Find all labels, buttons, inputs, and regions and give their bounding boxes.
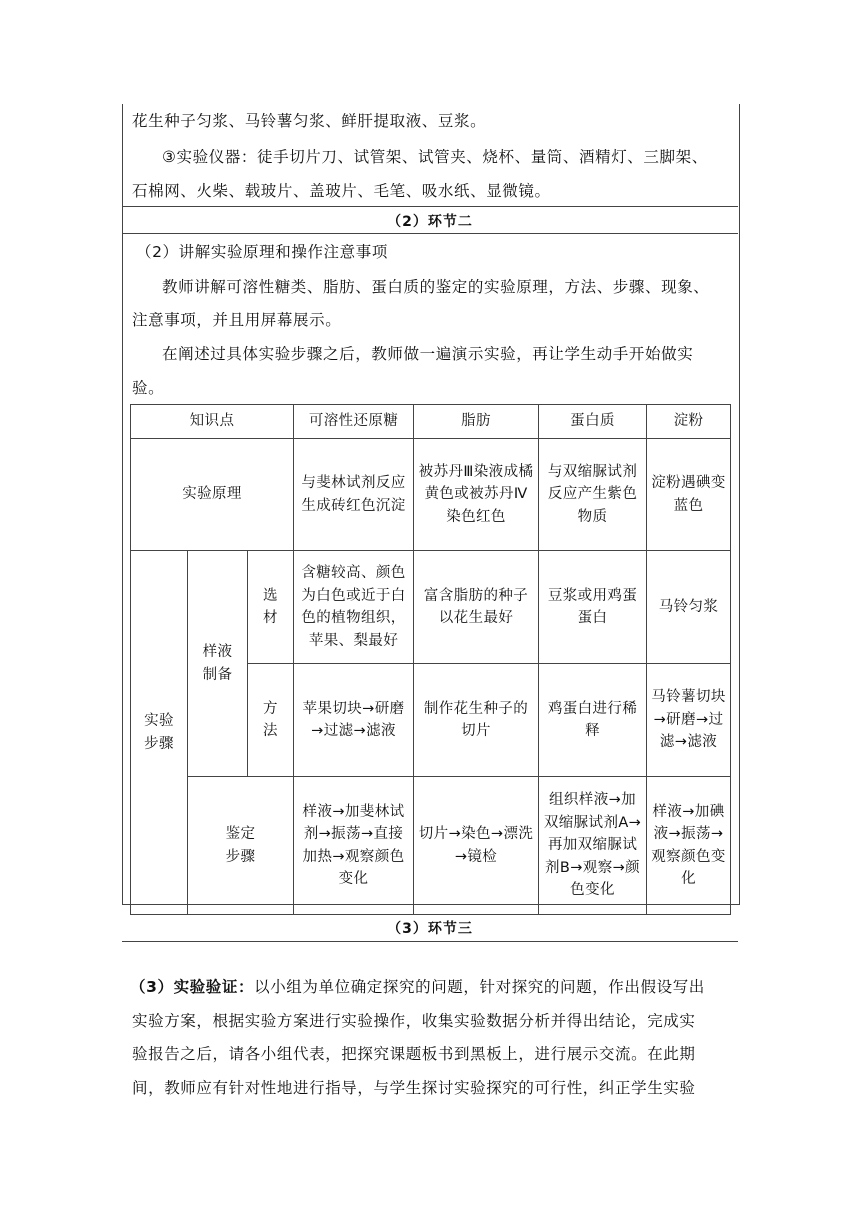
section3-header: （3）环节三 [387,921,473,937]
section3-line4: 间，教师应有针对性地进行指导，与学生探讨实验探究的可行性，纠正学生实验 [132,1079,696,1097]
header-starch: 淀粉 [647,405,731,439]
principle-protein: 与双缩脲试剂反应产生紫色物质 [539,439,647,551]
principle-label: 实验原理 [131,439,294,551]
header-protein: 蛋白质 [539,405,647,439]
selection-starch: 马铃匀浆 [647,551,731,664]
table-row-principle [131,439,731,551]
selection-fat: 富含脂肪的种子以花生最好 [414,551,539,664]
identify-starch: 样液→加碘液→振荡→观察颜色变化 [647,777,731,915]
table-header-row [131,405,731,439]
identify-label: 鉴定步骤 [188,777,294,915]
sample-prep-label: 样液制备 [188,551,248,777]
instruments-line-2: 石棉网、火柴、载玻片、盖玻片、毛笔、吸水纸、显微镜。 [132,182,551,200]
section2-p1-line2: 注意事项，并且用屏幕展示。 [132,311,342,329]
steps-label: 实验步骤 [131,551,188,915]
selection-sugar: 含糖较高、颜色为白色或近于白色的植物组织，苹果、梨最好 [294,551,414,664]
experiment-verify-label: （3）实验验证： [130,978,255,996]
table-row-identify [131,777,731,915]
section2-header: （2）环节二 [387,214,473,230]
method-fat: 制作花生种子的切片 [414,664,539,777]
section3-header-row [122,914,738,942]
section2-subtitle: （2）讲解实验原理和操作注意事项 [136,243,388,261]
principle-starch: 淀粉遇碘变蓝色 [647,439,731,551]
knowledge-table [130,404,731,915]
method-protein: 鸡蛋白进行稀释 [539,664,647,777]
method-starch: 马铃薯切块→研磨→过滤→滤液 [647,664,731,777]
section2-p1-line1: 教师讲解可溶性糖类、脂肪、蛋白质的鉴定的实验原理，方法、步骤、现象、 [162,278,710,296]
method-label: 方法 [248,664,294,777]
header-reducing-sugar: 可溶性还原糖 [294,405,414,439]
section3-line1 [130,976,705,998]
header-knowledge-point: 知识点 [131,405,294,439]
section3-line1-text: 以小组为单位确定探究的问题，针对探究的问题，作出假设写出 [254,978,705,996]
section3-line2: 实验方案，根据实验方案进行实验操作，收集实验数据分析并得出结论，完成实 [132,1012,696,1030]
header-fat: 脂肪 [414,405,539,439]
selection-label: 选材 [248,551,294,664]
selection-protein: 豆浆或用鸡蛋蛋白 [539,551,647,664]
table-row-selection [131,551,731,664]
section2-p2-line2: 验。 [132,379,165,397]
principle-sugar: 与斐林试剂反应生成砖红色沉淀 [294,439,414,551]
instruments-line-1: ③实验仪器：徒手切片刀、试管架、试管夹、烧杯、量筒、酒精灯、三脚架、 [162,148,708,166]
identify-fat: 切片→染色→漂洗→镜检 [414,777,539,915]
section2-p2-line1: 在阐述过具体实验步骤之后，教师做一遍演示实验，再让学生动手开始做实 [162,345,694,363]
identify-protein: 组织样液→加双缩脲试剂A→再加双缩脲试剂B→观察→颜色变化 [539,777,647,915]
materials-line: 花生种子匀浆、马铃薯匀浆、鲜肝提取液、豆浆。 [132,112,487,130]
principle-fat: 被苏丹Ⅲ染液成橘黄色或被苏丹Ⅳ染色红色 [414,439,539,551]
method-sugar: 苹果切块→研磨→过滤→滤液 [294,664,414,777]
identify-sugar: 样液→加斐林试剂→振荡→直接加热→观察颜色变化 [294,777,414,915]
section3-line3: 验报告之后，请各小组代表，把探究课题板书到黑板上，进行展示交流。在此期 [132,1045,696,1063]
section2-header-row [122,206,738,234]
